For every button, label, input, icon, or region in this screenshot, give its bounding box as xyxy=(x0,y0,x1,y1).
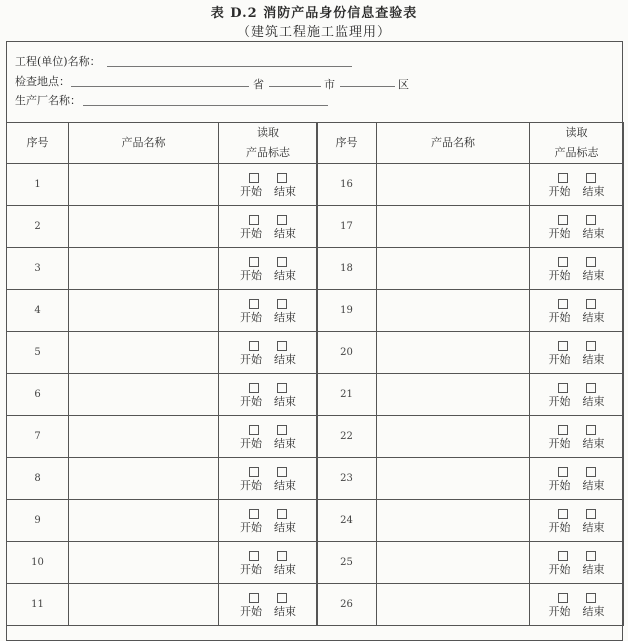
checkbox-label-row xyxy=(219,185,317,199)
end-label: 结束 xyxy=(274,226,296,240)
row-seq: 11 xyxy=(7,584,69,626)
end-label: 结束 xyxy=(274,604,296,618)
table-row xyxy=(7,248,318,290)
read-mark-cell xyxy=(530,290,624,332)
checkbox-row xyxy=(219,213,317,227)
start-checkbox[interactable] xyxy=(249,467,259,477)
checkbox-label-row xyxy=(530,479,623,493)
end-checkbox[interactable] xyxy=(586,215,596,225)
start-label: 开始 xyxy=(548,226,571,240)
start-checkbox[interactable] xyxy=(249,215,259,225)
end-label: 结束 xyxy=(274,478,296,492)
start-label: 开始 xyxy=(548,562,571,576)
row-seq: 1 xyxy=(7,164,69,206)
read-mark-cell xyxy=(219,542,318,584)
end-checkbox[interactable] xyxy=(586,509,596,519)
start-checkbox[interactable] xyxy=(558,551,568,561)
row-seq: 17 xyxy=(317,206,377,248)
row-seq: 19 xyxy=(317,290,377,332)
city-field[interactable] xyxy=(340,74,395,87)
seq-header: 序号 xyxy=(7,123,69,164)
checkbox-row xyxy=(219,549,317,563)
manufacturer-label: 生产厂名称： xyxy=(15,94,81,107)
product-name-cell[interactable] xyxy=(377,500,530,542)
end-label: 结束 xyxy=(274,352,296,366)
name-header: 产品名称 xyxy=(377,123,530,164)
start-checkbox[interactable] xyxy=(249,383,259,393)
product-name-cell[interactable] xyxy=(377,584,530,626)
row-seq: 21 xyxy=(317,374,377,416)
checkbox-row xyxy=(530,213,623,227)
start-label: 开始 xyxy=(548,436,571,450)
start-label: 开始 xyxy=(548,478,571,492)
checkbox-label-row xyxy=(530,605,623,619)
end-label: 结束 xyxy=(582,394,605,408)
read-mark-cell xyxy=(530,248,624,290)
end-checkbox[interactable] xyxy=(277,383,287,393)
end-checkbox[interactable] xyxy=(277,467,287,477)
product-name-cell[interactable] xyxy=(377,458,530,500)
checkbox-label-row xyxy=(219,353,317,367)
end-checkbox[interactable] xyxy=(586,257,596,267)
checkbox-row xyxy=(219,465,317,479)
product-name-cell[interactable] xyxy=(377,332,530,374)
product-name-cell[interactable] xyxy=(69,500,219,542)
province-field[interactable] xyxy=(269,74,321,87)
start-label: 开始 xyxy=(548,352,571,366)
end-label: 结束 xyxy=(274,520,296,534)
start-checkbox[interactable] xyxy=(558,173,568,183)
read-mark-cell xyxy=(530,584,624,626)
checkbox-row xyxy=(219,171,317,185)
row-seq: 18 xyxy=(317,248,377,290)
location-row xyxy=(15,74,70,90)
end-checkbox[interactable] xyxy=(277,341,287,351)
checkbox-row xyxy=(219,255,317,269)
read-mark-cell xyxy=(219,290,318,332)
end-label: 结束 xyxy=(582,478,605,492)
left-table xyxy=(6,122,318,626)
row-seq: 24 xyxy=(317,500,377,542)
row-seq: 25 xyxy=(317,542,377,584)
checkbox-label-row xyxy=(219,563,317,577)
read-mark-cell xyxy=(530,416,624,458)
table-row xyxy=(7,374,318,416)
table-row xyxy=(7,500,318,542)
checkbox-row xyxy=(219,591,317,605)
start-label: 开始 xyxy=(548,520,571,534)
end-checkbox[interactable] xyxy=(586,551,596,561)
start-checkbox[interactable] xyxy=(249,593,259,603)
end-checkbox[interactable] xyxy=(586,467,596,477)
row-seq: 4 xyxy=(7,290,69,332)
row-seq: 9 xyxy=(7,500,69,542)
start-checkbox[interactable] xyxy=(558,509,568,519)
seq-header: 序号 xyxy=(317,123,377,164)
start-checkbox[interactable] xyxy=(249,509,259,519)
start-label: 开始 xyxy=(240,520,262,534)
start-label: 开始 xyxy=(240,310,262,324)
location-field[interactable] xyxy=(71,74,249,87)
checkbox-label-row xyxy=(219,311,317,325)
start-checkbox[interactable] xyxy=(558,383,568,393)
row-seq: 7 xyxy=(7,416,69,458)
checkbox-row xyxy=(219,297,317,311)
product-name-cell[interactable] xyxy=(69,332,219,374)
table-row xyxy=(317,500,624,542)
end-checkbox[interactable] xyxy=(277,299,287,309)
table-row xyxy=(317,374,624,416)
right-header-row xyxy=(317,123,624,164)
checkbox-row xyxy=(219,423,317,437)
start-checkbox[interactable] xyxy=(558,341,568,351)
table-row xyxy=(7,206,318,248)
checkbox-label-row xyxy=(219,605,317,619)
checkbox-row xyxy=(530,255,623,269)
end-label: 结束 xyxy=(582,562,605,576)
end-label: 结束 xyxy=(274,310,296,324)
end-checkbox[interactable] xyxy=(586,299,596,309)
checkbox-row xyxy=(530,381,623,395)
manufacturer-field[interactable] xyxy=(83,93,328,106)
start-checkbox[interactable] xyxy=(558,299,568,309)
row-seq: 3 xyxy=(7,248,69,290)
row-seq: 6 xyxy=(7,374,69,416)
checkbox-label-row xyxy=(530,269,623,283)
end-label: 结束 xyxy=(582,310,605,324)
checkbox-label-row xyxy=(219,269,317,283)
checkbox-row xyxy=(530,591,623,605)
start-label: 开始 xyxy=(548,394,571,408)
table-row xyxy=(317,416,624,458)
start-label: 开始 xyxy=(548,184,571,198)
end-checkbox[interactable] xyxy=(586,173,596,183)
end-checkbox[interactable] xyxy=(586,383,596,393)
read-mark-cell xyxy=(219,374,318,416)
table-row xyxy=(317,332,624,374)
table-row xyxy=(7,458,318,500)
product-name-cell[interactable] xyxy=(69,458,219,500)
end-checkbox[interactable] xyxy=(586,593,596,603)
row-seq: 8 xyxy=(7,458,69,500)
row-seq: 22 xyxy=(317,416,377,458)
project-label: 工程(单位)名称： xyxy=(15,55,101,68)
location-label: 检查地点： xyxy=(15,75,70,88)
checkbox-label-row xyxy=(530,353,623,367)
product-name-cell[interactable] xyxy=(69,374,219,416)
checkbox-label-row xyxy=(530,437,623,451)
end-checkbox[interactable] xyxy=(277,173,287,183)
product-name-cell[interactable] xyxy=(69,206,219,248)
table-subtitle: （建筑工程施工监理用） xyxy=(236,25,391,40)
checkbox-label-row xyxy=(530,395,623,409)
product-name-cell[interactable] xyxy=(69,416,219,458)
checkbox-label-row xyxy=(219,227,317,241)
checkbox-row xyxy=(530,549,623,563)
read-mark-cell xyxy=(530,206,624,248)
checkbox-row xyxy=(219,339,317,353)
start-label: 开始 xyxy=(548,604,571,618)
end-label: 结束 xyxy=(582,604,605,618)
end-label: 结束 xyxy=(582,520,605,534)
province-label: 省 xyxy=(253,78,264,91)
table-row xyxy=(7,542,318,584)
checkbox-row xyxy=(530,171,623,185)
table-row xyxy=(317,290,624,332)
start-label: 开始 xyxy=(240,352,262,366)
checkbox-label-row xyxy=(530,563,623,577)
read-mark-cell xyxy=(530,500,624,542)
end-label: 结束 xyxy=(582,226,605,240)
table-row xyxy=(7,332,318,374)
table-title: 表 D.2 消防产品身份信息查验表 xyxy=(210,6,418,21)
row-seq: 20 xyxy=(317,332,377,374)
district-label: 区 xyxy=(398,78,409,91)
end-label: 结束 xyxy=(582,436,605,450)
project-row xyxy=(15,54,101,70)
table-row xyxy=(317,584,624,626)
start-checkbox[interactable] xyxy=(558,257,568,267)
start-checkbox[interactable] xyxy=(558,425,568,435)
row-seq: 23 xyxy=(317,458,377,500)
checkbox-row xyxy=(530,339,623,353)
checkbox-row xyxy=(219,507,317,521)
project-field[interactable] xyxy=(107,54,352,67)
product-name-cell[interactable] xyxy=(69,290,219,332)
start-checkbox[interactable] xyxy=(558,593,568,603)
end-label: 结束 xyxy=(274,184,296,198)
row-seq: 10 xyxy=(7,542,69,584)
product-name-cell[interactable] xyxy=(69,542,219,584)
table-row xyxy=(317,164,624,206)
end-checkbox[interactable] xyxy=(277,509,287,519)
checkbox-label-row xyxy=(219,521,317,535)
city-label: 市 xyxy=(324,78,335,91)
start-checkbox[interactable] xyxy=(249,257,259,267)
product-name-cell[interactable] xyxy=(69,248,219,290)
product-name-cell[interactable] xyxy=(69,164,219,206)
start-label: 开始 xyxy=(240,478,262,492)
read-header-line1: 读取 xyxy=(257,126,279,139)
read-mark-cell xyxy=(530,374,624,416)
table-row xyxy=(317,206,624,248)
start-checkbox[interactable] xyxy=(249,341,259,351)
end-checkbox[interactable] xyxy=(586,341,596,351)
end-label: 结束 xyxy=(274,562,296,576)
name-header: 产品名称 xyxy=(69,123,219,164)
product-name-cell[interactable] xyxy=(377,248,530,290)
table-row xyxy=(7,164,318,206)
read-mark-cell xyxy=(219,332,318,374)
manufacturer-row xyxy=(15,93,81,109)
row-seq: 2 xyxy=(7,206,69,248)
checkbox-row xyxy=(219,381,317,395)
end-label: 结束 xyxy=(582,352,605,366)
read-mark-cell xyxy=(219,500,318,542)
left-header-row xyxy=(7,123,318,164)
end-checkbox[interactable] xyxy=(277,215,287,225)
checkbox-row xyxy=(530,465,623,479)
table-row xyxy=(317,542,624,584)
start-label: 开始 xyxy=(548,310,571,324)
start-label: 开始 xyxy=(548,268,571,282)
read-mark-cell xyxy=(219,164,318,206)
product-name-cell[interactable] xyxy=(377,374,530,416)
end-checkbox[interactable] xyxy=(277,425,287,435)
end-checkbox[interactable] xyxy=(277,551,287,561)
checkbox-label-row xyxy=(219,479,317,493)
start-label: 开始 xyxy=(240,436,262,450)
start-label: 开始 xyxy=(240,268,262,282)
start-checkbox[interactable] xyxy=(249,425,259,435)
product-name-cell[interactable] xyxy=(377,164,530,206)
end-checkbox[interactable] xyxy=(277,257,287,267)
end-label: 结束 xyxy=(582,184,605,198)
end-label: 结束 xyxy=(274,436,296,450)
checkbox-label-row xyxy=(219,395,317,409)
table-row xyxy=(317,248,624,290)
end-checkbox[interactable] xyxy=(586,425,596,435)
checkbox-row xyxy=(530,507,623,521)
row-seq: 5 xyxy=(7,332,69,374)
end-label: 结束 xyxy=(582,268,605,282)
checkbox-label-row xyxy=(530,227,623,241)
product-name-cell[interactable] xyxy=(377,290,530,332)
product-name-cell[interactable] xyxy=(377,206,530,248)
checkbox-label-row xyxy=(530,185,623,199)
form-sheet xyxy=(6,41,623,641)
read-mark-cell xyxy=(219,206,318,248)
read-header xyxy=(530,123,624,164)
table-row xyxy=(7,290,318,332)
read-mark-cell xyxy=(530,458,624,500)
product-name-cell[interactable] xyxy=(377,416,530,458)
end-label: 结束 xyxy=(274,268,296,282)
row-seq: 16 xyxy=(317,164,377,206)
start-checkbox[interactable] xyxy=(249,551,259,561)
read-mark-cell xyxy=(219,416,318,458)
checkbox-row xyxy=(530,297,623,311)
read-header xyxy=(219,123,318,164)
end-label: 结束 xyxy=(274,394,296,408)
product-name-cell[interactable] xyxy=(69,584,219,626)
read-header-line2: 产品标志 xyxy=(554,146,599,159)
start-label: 开始 xyxy=(240,184,262,198)
table-row xyxy=(7,584,318,626)
start-label: 开始 xyxy=(240,604,262,618)
start-label: 开始 xyxy=(240,394,262,408)
start-checkbox[interactable] xyxy=(558,467,568,477)
row-seq: 26 xyxy=(317,584,377,626)
checkbox-label-row xyxy=(530,521,623,535)
checkbox-label-row xyxy=(530,311,623,325)
start-checkbox[interactable] xyxy=(249,173,259,183)
checkbox-label-row xyxy=(219,437,317,451)
table-row xyxy=(317,458,624,500)
read-mark-cell xyxy=(219,584,318,626)
read-mark-cell xyxy=(530,542,624,584)
start-label: 开始 xyxy=(240,562,262,576)
table-row xyxy=(7,416,318,458)
right-table xyxy=(316,122,624,626)
start-checkbox[interactable] xyxy=(249,299,259,309)
checkbox-row xyxy=(530,423,623,437)
read-mark-cell xyxy=(530,164,624,206)
product-name-cell[interactable] xyxy=(377,542,530,584)
read-mark-cell xyxy=(219,458,318,500)
start-label: 开始 xyxy=(240,226,262,240)
read-mark-cell xyxy=(219,248,318,290)
read-mark-cell xyxy=(530,332,624,374)
read-header-line2: 产品标志 xyxy=(246,146,290,159)
start-checkbox[interactable] xyxy=(558,215,568,225)
end-checkbox[interactable] xyxy=(277,593,287,603)
read-header-line1: 读取 xyxy=(565,126,588,139)
